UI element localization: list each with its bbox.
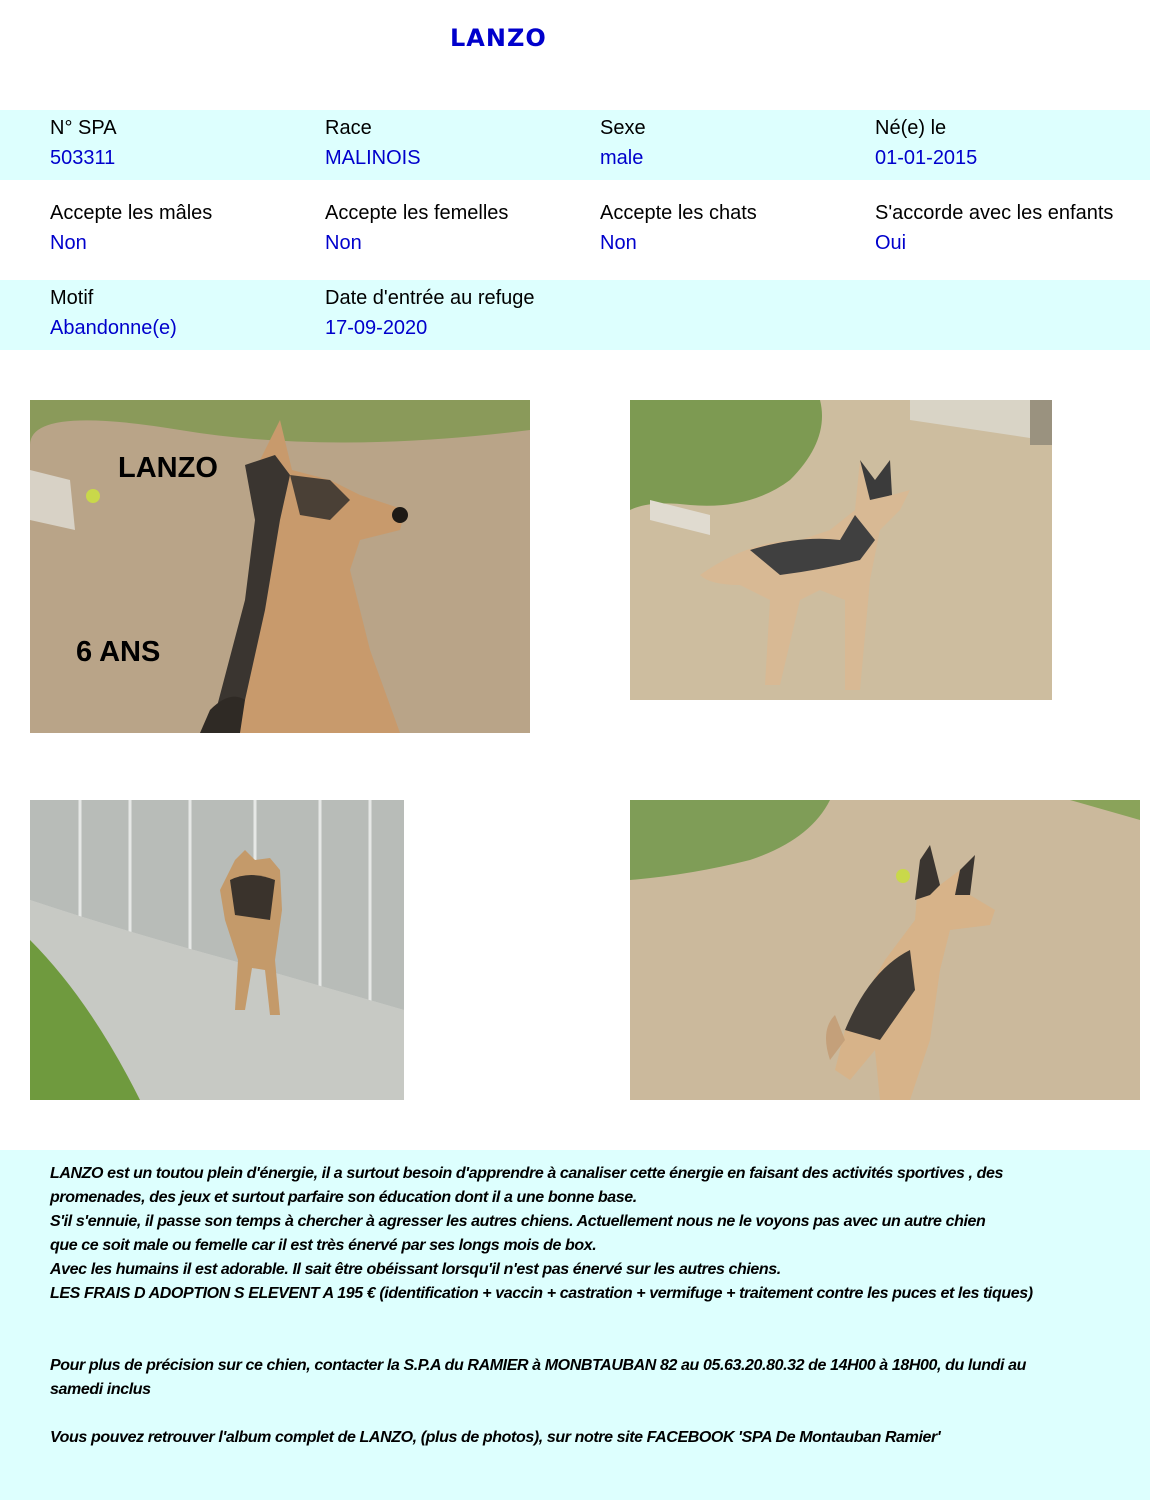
info-value: Oui	[875, 232, 907, 254]
info-value: Non	[325, 232, 362, 254]
dog-photo-standing[interactable]	[630, 400, 1052, 700]
dog-portrait-image	[30, 400, 530, 733]
info-value: Non	[600, 232, 637, 254]
info-label: Race	[325, 117, 372, 139]
dog-photo-sitting[interactable]	[630, 800, 1140, 1100]
info-row-compatibility	[0, 180, 1150, 280]
dog-photo-walking[interactable]	[30, 800, 404, 1100]
description-panel	[0, 1150, 1150, 1500]
info-value: Non	[50, 232, 87, 254]
description-line: promenades, des jeux et surtout parfaire son éducation dont il a une bonne base.	[50, 1189, 637, 1206]
info-cell-birthdate	[875, 116, 977, 170]
photo-overlay-age: 6 ANS	[76, 636, 161, 668]
info-label: Motif	[50, 287, 94, 309]
description-line: S'il s'ennuie, il passe son temps à chercher à agresser les autres chiens. Actuellement nous ne le voyons pas avec un autre chien	[50, 1213, 986, 1230]
info-cell-sex	[600, 116, 646, 170]
info-cell-reason	[50, 286, 177, 340]
info-label: S'accorde avec les enfants	[875, 202, 1114, 224]
description-line: Avec les humains il est adorable. Il sait être obéissant lorsqu'il n'est pas énervé sur les autres chiens.	[50, 1261, 781, 1278]
info-value: Abandonne(e)	[50, 317, 177, 339]
info-cell-accepts-females	[325, 201, 508, 255]
info-label: Sexe	[600, 117, 646, 139]
info-cell-spa-number	[50, 116, 117, 170]
photo-overlay-name: LANZO	[118, 452, 218, 484]
info-cell-accepts-cats	[600, 201, 757, 255]
description-text	[50, 1162, 1110, 1450]
info-value: male	[600, 147, 644, 169]
info-value: 17-09-2020	[325, 317, 428, 339]
info-cell-accepts-males	[50, 201, 212, 255]
dog-photo-portrait[interactable]	[30, 400, 530, 733]
facebook-line: Vous pouvez retrouver l'album complet de LANZO, (plus de photos), sur notre site FACEBOOK 'SPA De Montauban Ramier'	[50, 1429, 941, 1446]
info-cell-good-with-children	[875, 201, 1113, 255]
info-row-identity	[0, 110, 1150, 180]
contact-line: Pour plus de précision sur ce chien, contacter la S.P.A du RAMIER à MONBTAUBAN 82 au 05.63.20.80.32 de 14H00 à 18H00, du lundi au	[50, 1357, 1026, 1374]
info-label: Date d'entrée au refuge	[325, 287, 535, 309]
info-cell-breed	[325, 116, 421, 170]
dog-sitting-image	[630, 800, 1140, 1100]
info-row-intake	[0, 280, 1150, 350]
info-label: Accepte les femelles	[325, 202, 509, 224]
adoption-fees-line: LES FRAIS D ADOPTION S ELEVENT A 195 € (identification + vaccin + castration + vermifuge + traitement contre les puces et les tiques)	[50, 1285, 1033, 1302]
dog-standing-image	[630, 400, 1052, 700]
info-value: 01-01-2015	[875, 147, 978, 169]
info-label: Accepte les chats	[600, 202, 757, 224]
dog-walking-image	[30, 800, 404, 1100]
info-value: MALINOIS	[325, 147, 421, 169]
page-title: LANZO	[450, 24, 547, 52]
description-line: LANZO est un toutou plein d'énergie, il a surtout besoin d'apprendre à canaliser cette énergie en faisant des activités sportives , des	[50, 1165, 1003, 1182]
info-label: Accepte les mâles	[50, 202, 213, 224]
info-value: 503311	[50, 147, 116, 169]
info-label: Né(e) le	[875, 117, 947, 139]
info-label: N° SPA	[50, 117, 117, 139]
info-cell-intake-date	[325, 286, 535, 340]
contact-line: samedi inclus	[50, 1381, 151, 1398]
description-line: que ce soit male ou femelle car il est très énervé par ses longs mois de box.	[50, 1237, 597, 1254]
